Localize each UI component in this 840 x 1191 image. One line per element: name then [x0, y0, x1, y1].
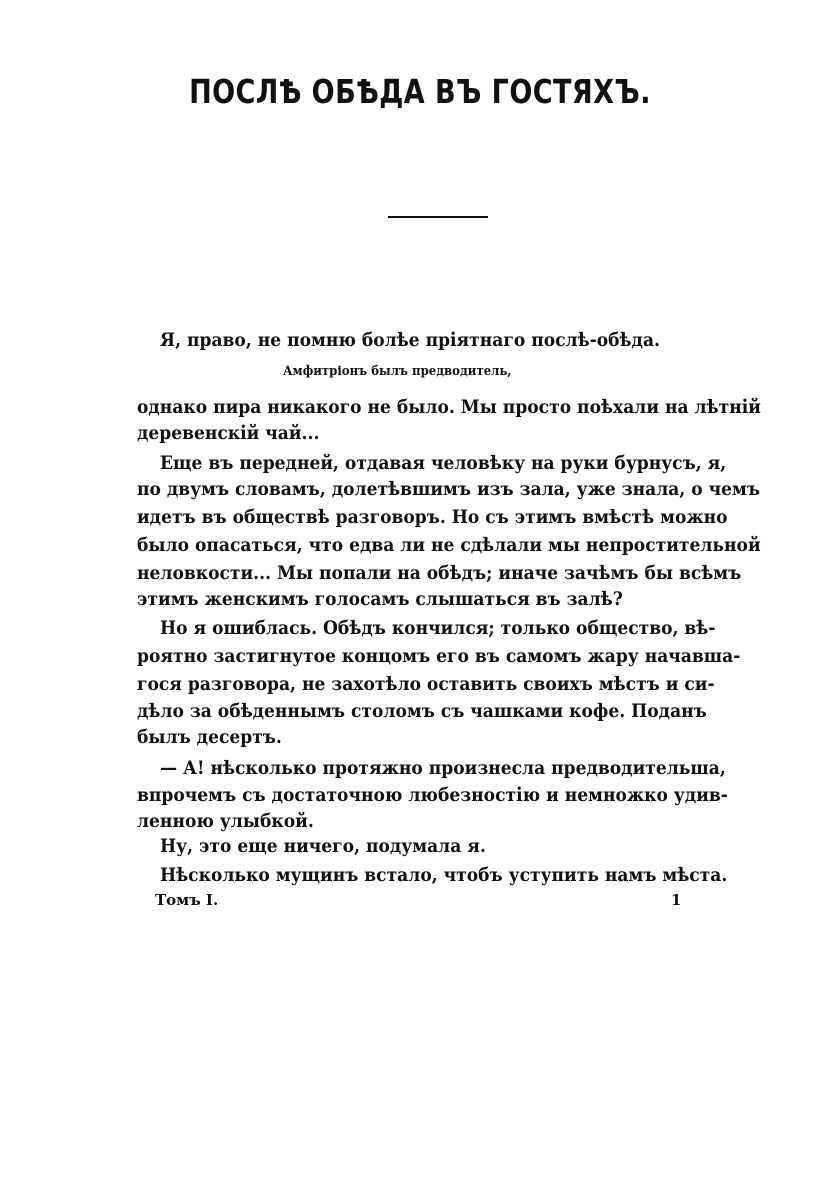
- text-line: было опасаться, что едва ли не сдѣлали мы непростительной: [137, 534, 761, 556]
- title-rule: [388, 216, 488, 218]
- text-line: этимъ женскимъ голосамъ слышаться въ залѣ?: [137, 588, 623, 610]
- epigraph-line: Я, право, не помню болѣе пріятнаго послѣ-обѣда.: [160, 329, 660, 351]
- text-line: по двумъ словамъ, долетѣвшимъ изъ зала, уже знала, о чемъ: [137, 478, 760, 500]
- text-line: гося разговора, не захотѣло оставить своихъ мѣстъ и си-: [137, 673, 715, 695]
- epigraph-verse: Амфитріонъ былъ предводитель,: [283, 364, 512, 379]
- text-line: идетъ въ обществѣ разговоръ. Но съ этимъ вмѣстѣ можно: [137, 506, 728, 528]
- text-line: впрочемъ съ достаточною любезностію и немножко удив-: [137, 784, 728, 806]
- text-line: Нѣсколько мущинъ встало, чтобъ уступить намъ мѣста.: [160, 864, 728, 886]
- footer-volume: Томъ I.: [155, 891, 219, 909]
- text-line: роятно застигнутое концомъ его въ самомъ жару начавша-: [137, 645, 741, 667]
- text-line: дѣло за обѣденнымъ столомъ съ чашками кофе. Поданъ: [137, 700, 707, 722]
- text-line: деревенскій чай...: [137, 422, 320, 444]
- text-line: былъ десертъ.: [137, 726, 282, 748]
- text-line: — А! нѣсколько протяжно произнесла предводительша,: [160, 757, 726, 779]
- text-line: ленною улыбкой.: [137, 810, 314, 832]
- footer-page-number: 1: [671, 891, 682, 909]
- text-line: однако пира никакого не было. Мы просто поѣхали на лѣтній: [137, 396, 761, 418]
- text-line: Еще въ передней, отдавая человѣку на руки бурнусъ, я,: [160, 452, 727, 474]
- page-title: ПОСЛѢ ОБѢДА ВЪ ГОСТЯХЪ.: [189, 72, 651, 111]
- text-line: неловкости... Мы попали на обѣдъ; иначе зачѣмъ бы всѣмъ: [137, 562, 742, 584]
- text-line: Ну, это еще ничего, подумала я.: [160, 835, 486, 857]
- text-line: Но я ошиблась. Обѣдъ кончился; только общество, вѣ-: [160, 617, 716, 639]
